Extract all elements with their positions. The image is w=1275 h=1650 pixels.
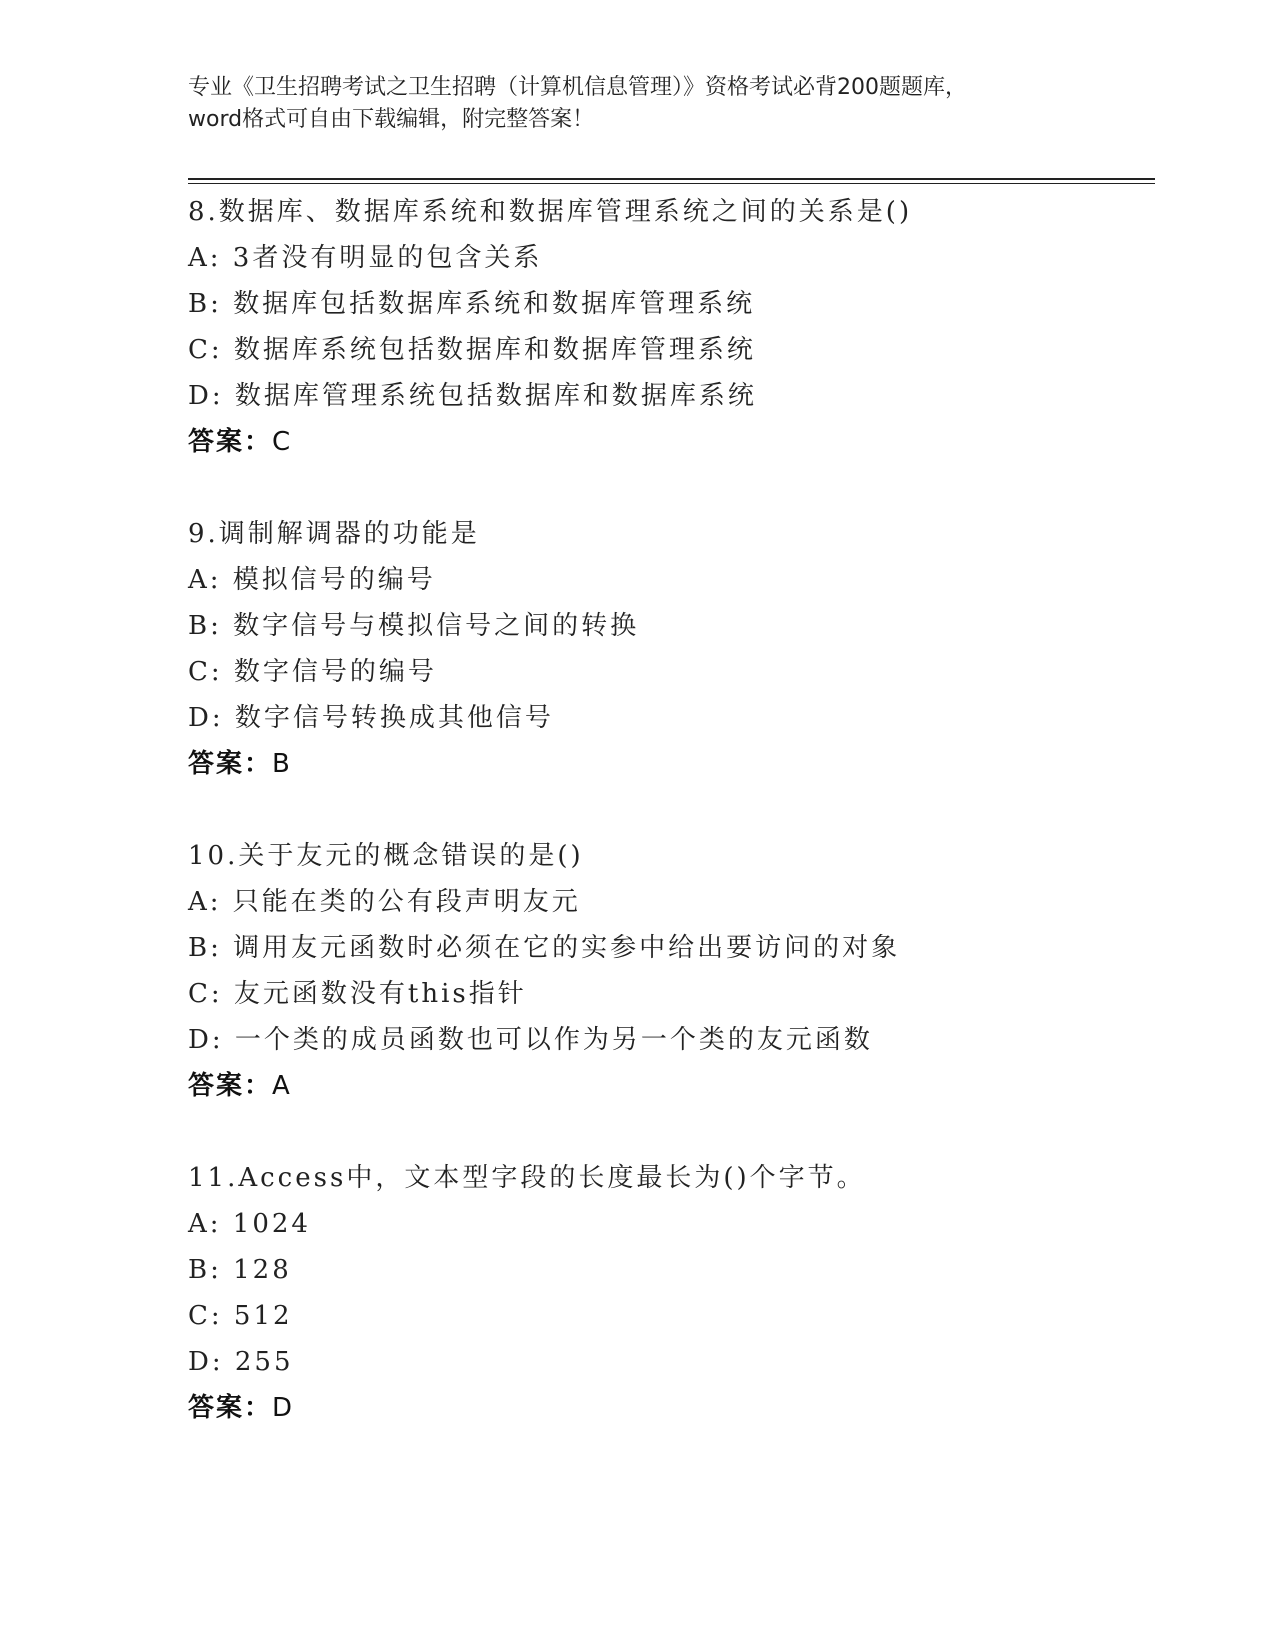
answer-line bbox=[188, 419, 1148, 465]
option-b: B: 128 bbox=[188, 1255, 292, 1285]
header-divider-thin bbox=[188, 183, 1155, 184]
option-d: D: 255 bbox=[188, 1347, 294, 1377]
option-d: D: 数字信号转换成其他信号 bbox=[188, 703, 554, 733]
question-10 bbox=[188, 833, 1148, 1109]
answer-line bbox=[188, 741, 1148, 787]
document-header bbox=[188, 72, 1088, 136]
option-b: B: 调用友元函数时必须在它的实参中给出要访问的对象 bbox=[188, 933, 901, 963]
option-c: C: 512 bbox=[188, 1301, 293, 1331]
question-11 bbox=[188, 1155, 1148, 1431]
answer-label: 答案： bbox=[188, 749, 273, 779]
option-a: A: 只能在类的公有段声明友元 bbox=[188, 887, 581, 917]
option-a: A: 模拟信号的编号 bbox=[188, 565, 436, 595]
option-a: A: 3者没有明显的包含关系 bbox=[188, 243, 543, 273]
option-c: C: 数字信号的编号 bbox=[188, 657, 437, 687]
answer-label: 答案： bbox=[188, 1393, 273, 1423]
question-title: 8.数据库、数据库系统和数据库管理系统之间的关系是() bbox=[188, 197, 913, 227]
header-line-1: 专业《卫生招聘考试之卫生招聘（计算机信息管理）》资格考试必背200题题库， bbox=[188, 75, 967, 100]
header-divider-thick bbox=[188, 178, 1155, 180]
option-c: C: 数据库系统包括数据库和数据库管理系统 bbox=[188, 335, 756, 365]
option-d: D: 数据库管理系统包括数据库和数据库系统 bbox=[188, 381, 757, 411]
question-8 bbox=[188, 189, 1148, 465]
option-b: B: 数字信号与模拟信号之间的转换 bbox=[188, 611, 640, 641]
option-d: D: 一个类的成员函数也可以作为另一个类的友元函数 bbox=[188, 1025, 873, 1055]
header-line-2: word格式可自由下载编辑，附完整答案！ bbox=[188, 107, 595, 132]
answer-value: B bbox=[272, 749, 292, 779]
question-title: 9.调制解调器的功能是 bbox=[188, 519, 480, 549]
answer-value: C bbox=[272, 427, 293, 457]
answer-line bbox=[188, 1063, 1148, 1109]
answer-label: 答案： bbox=[188, 427, 273, 457]
question-title: 11.Access中，文本型字段的长度最长为()个字节。 bbox=[188, 1163, 866, 1193]
answer-line bbox=[188, 1385, 1148, 1431]
question-title: 10.关于友元的概念错误的是() bbox=[188, 841, 584, 871]
option-b: B: 数据库包括数据库系统和数据库管理系统 bbox=[188, 289, 756, 319]
option-a: A: 1024 bbox=[188, 1209, 311, 1239]
question-9 bbox=[188, 511, 1148, 787]
answer-label: 答案： bbox=[188, 1071, 273, 1101]
question-list bbox=[188, 189, 1148, 1477]
answer-value: D bbox=[272, 1393, 295, 1423]
option-c: C: 友元函数没有this指针 bbox=[188, 979, 527, 1009]
answer-value: A bbox=[272, 1071, 292, 1101]
